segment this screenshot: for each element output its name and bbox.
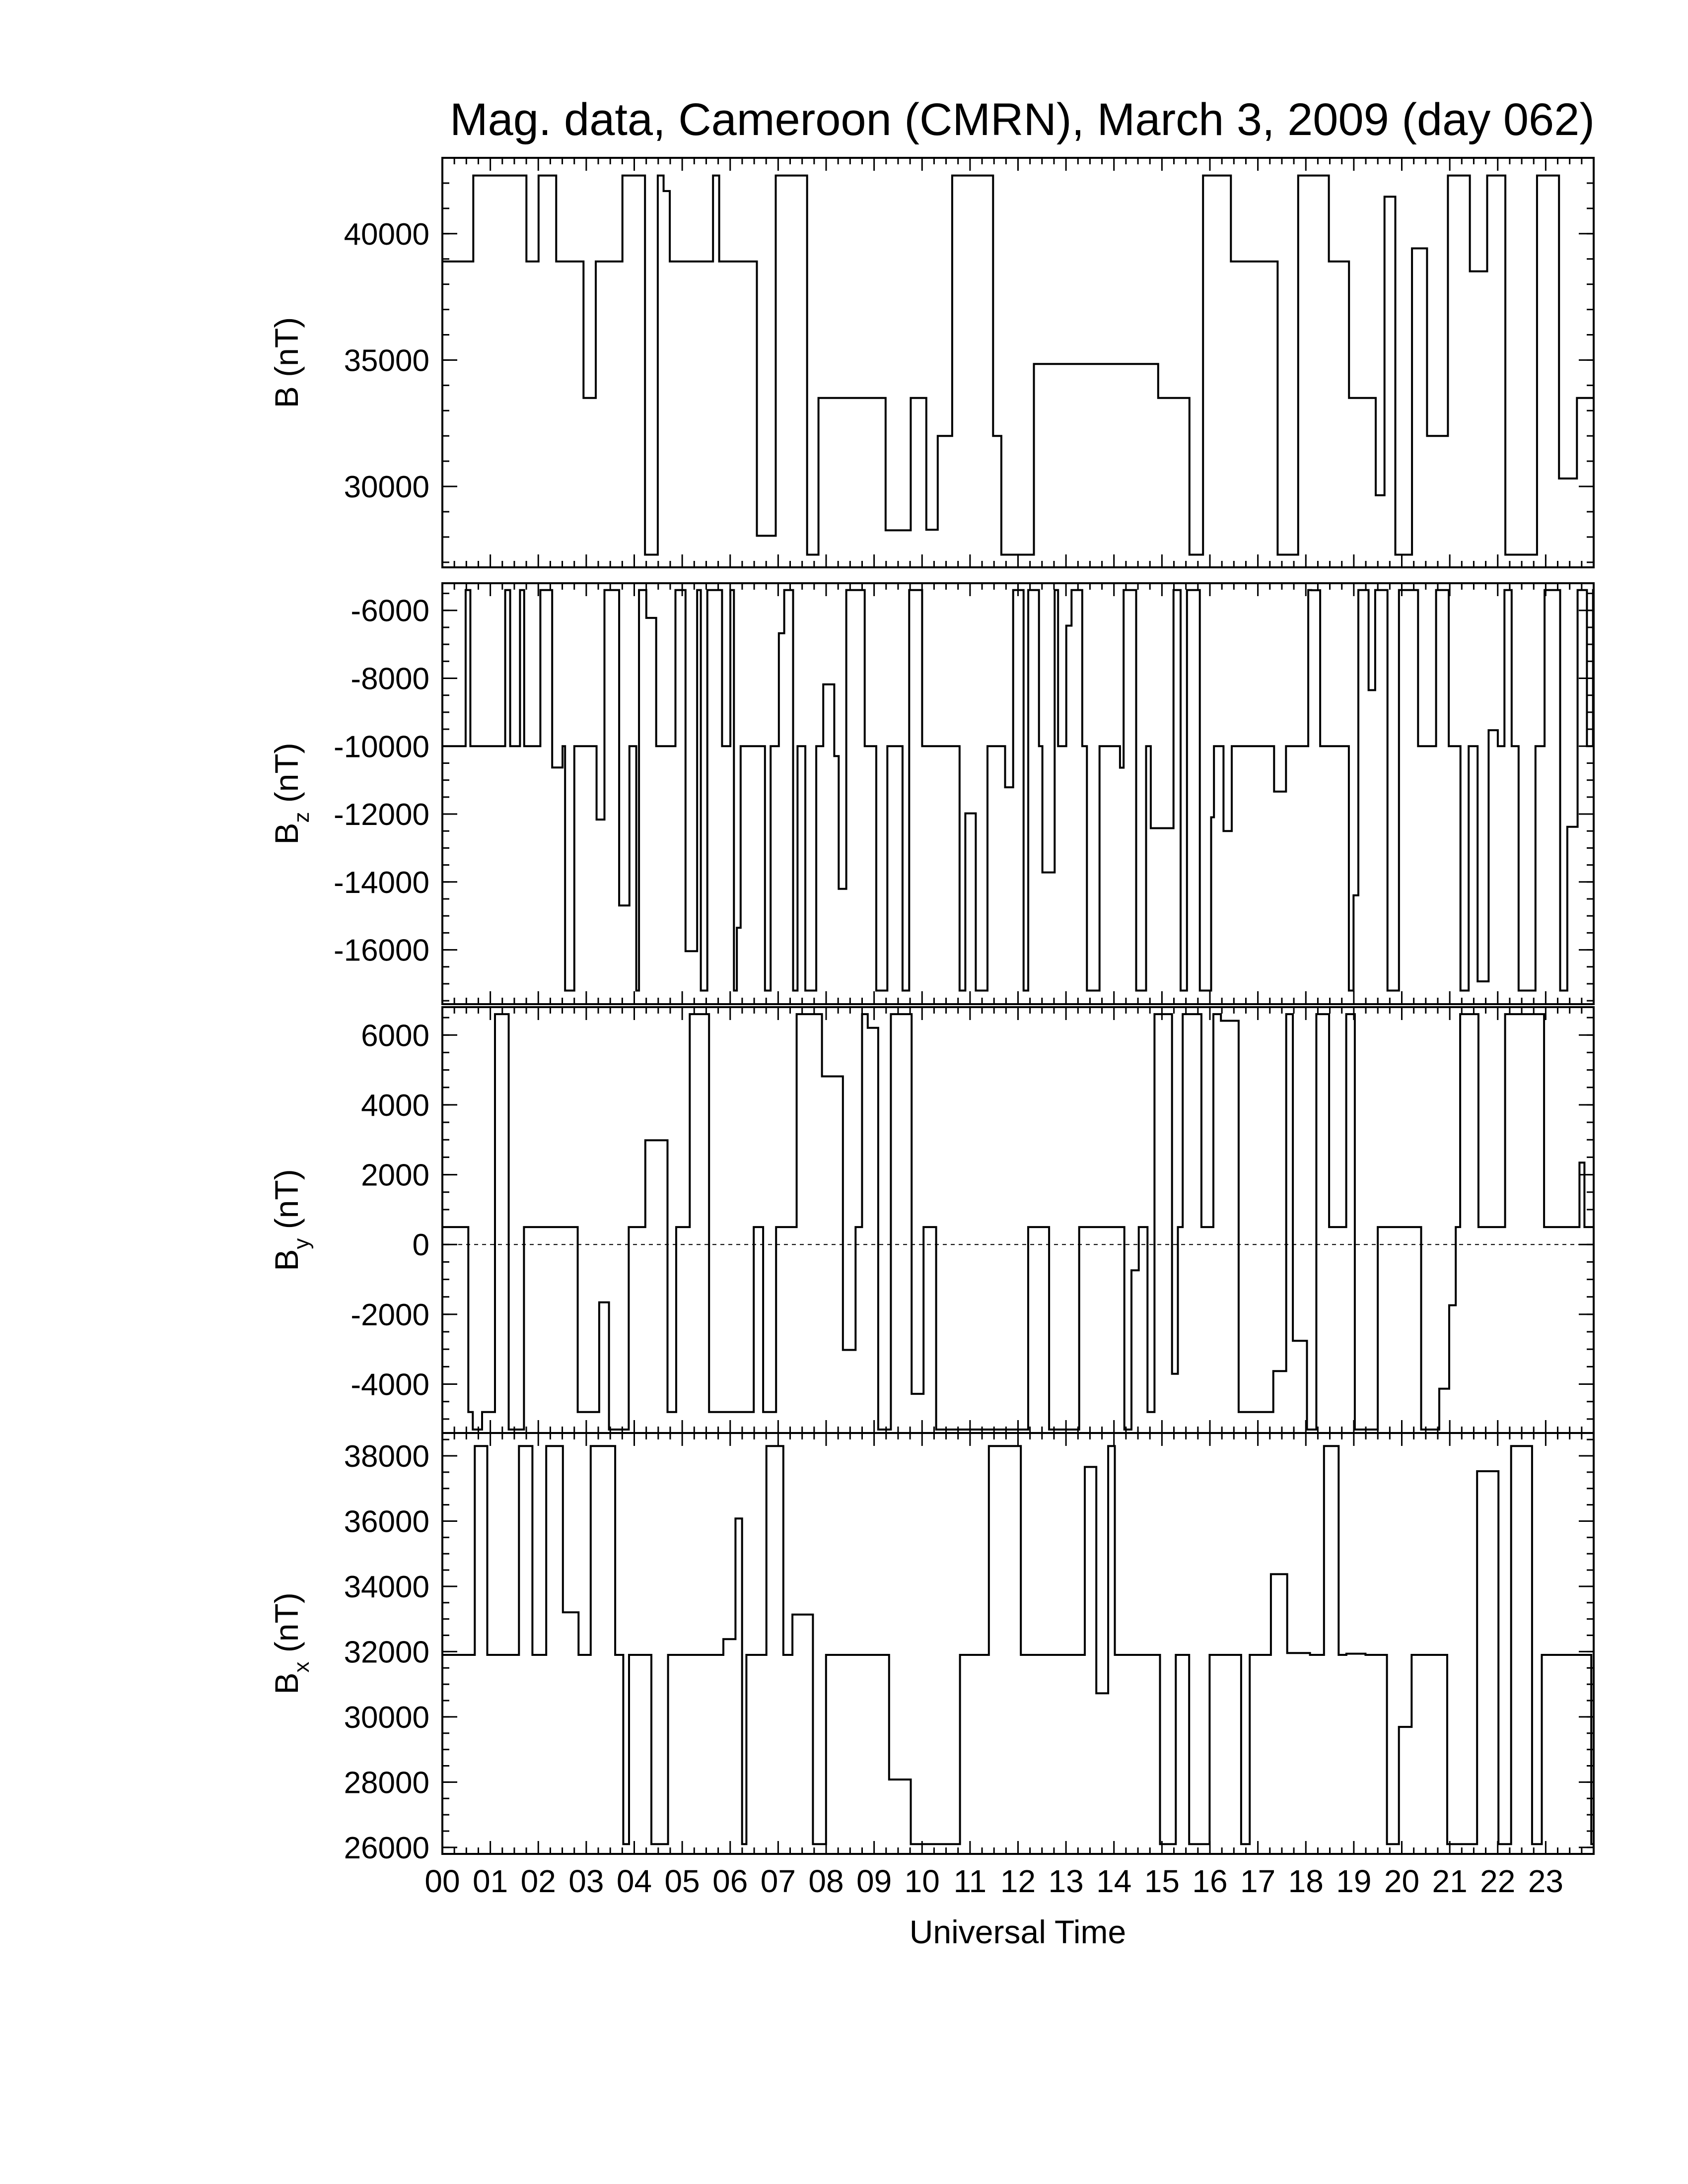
y-tick-label: 30000 (344, 470, 429, 505)
y-tick-label: 6000 (361, 1019, 429, 1053)
x-tick-label: 01 (473, 1863, 508, 1899)
y-axis-label: $B_y$ (nT) (268, 1169, 314, 1271)
x-tick-label: 08 (808, 1863, 844, 1899)
x-tick-label: 10 (904, 1863, 940, 1899)
y-tick-label: -4000 (351, 1367, 429, 1402)
x-tick-label: 21 (1432, 1863, 1468, 1899)
y-tick-label: 34000 (344, 1570, 429, 1604)
panel-Bx (268, 1433, 1594, 1865)
y-axis-label: B (nT) (268, 317, 305, 409)
y-tick-label: -14000 (333, 865, 429, 900)
x-tick-label: 04 (616, 1863, 652, 1899)
y-tick-label: 26000 (344, 1831, 429, 1865)
trace-Bz (442, 590, 1594, 991)
x-tick-labels (424, 1863, 1563, 1899)
panel-frame (442, 158, 1594, 567)
x-tick-label: 16 (1192, 1863, 1228, 1899)
x-tick-label: 02 (520, 1863, 556, 1899)
y-axis-label: $B_x$ (nT) (268, 1592, 314, 1695)
x-tick-label: 12 (1000, 1863, 1036, 1899)
x-tick-label: 19 (1336, 1863, 1372, 1899)
y-tick-label: -10000 (333, 730, 429, 764)
x-tick-label: 15 (1144, 1863, 1180, 1899)
x-tick-label: 14 (1096, 1863, 1132, 1899)
y-tick-label: -8000 (351, 662, 429, 696)
x-tick-label: 20 (1384, 1863, 1420, 1899)
x-axis-label: Universal Time (909, 1913, 1126, 1950)
x-tick-label: 05 (664, 1863, 700, 1899)
y-axis-label: $B_z$ (nT) (268, 743, 314, 845)
x-tick-label: 00 (424, 1863, 460, 1899)
panels (268, 158, 1594, 1865)
x-tick-label: 03 (568, 1863, 604, 1899)
chart-title: Mag. data, Cameroon (CMRN), March 3, 2009 (day 062) (449, 94, 1595, 145)
x-tick-label: 18 (1288, 1863, 1324, 1899)
y-tick-label: 30000 (344, 1700, 429, 1735)
panel-frame (442, 583, 1594, 1004)
x-tick-label: 07 (760, 1863, 796, 1899)
y-tick-label: -2000 (351, 1297, 429, 1332)
trace-By (442, 1014, 1594, 1430)
y-tick-label: 4000 (361, 1088, 429, 1123)
x-tick-label: 17 (1240, 1863, 1276, 1899)
y-tick-label: -6000 (351, 594, 429, 628)
y-tick-label: 2000 (361, 1158, 429, 1193)
trace-B (442, 176, 1594, 555)
panel-Bz (268, 583, 1594, 1004)
y-tick-label: 38000 (344, 1439, 429, 1474)
x-tick-label: 11 (953, 1863, 987, 1899)
y-tick-label: 36000 (344, 1504, 429, 1539)
x-tick-label: 09 (856, 1863, 892, 1899)
x-tick-label: 23 (1528, 1863, 1563, 1899)
x-tick-label: 06 (712, 1863, 748, 1899)
y-tick-label: 32000 (344, 1635, 429, 1670)
y-tick-label: 35000 (344, 343, 429, 378)
panel-By (268, 1007, 1594, 1433)
y-tick-label: 40000 (344, 217, 429, 252)
y-tick-label: -12000 (333, 798, 429, 832)
y-tick-label: -16000 (333, 933, 429, 968)
y-tick-label: 28000 (344, 1766, 429, 1800)
panel-B (268, 158, 1594, 567)
trace-Bx (442, 1446, 1594, 1844)
x-tick-label: 13 (1048, 1863, 1084, 1899)
x-tick-label: 22 (1480, 1863, 1516, 1899)
y-tick-label: 0 (412, 1228, 429, 1263)
